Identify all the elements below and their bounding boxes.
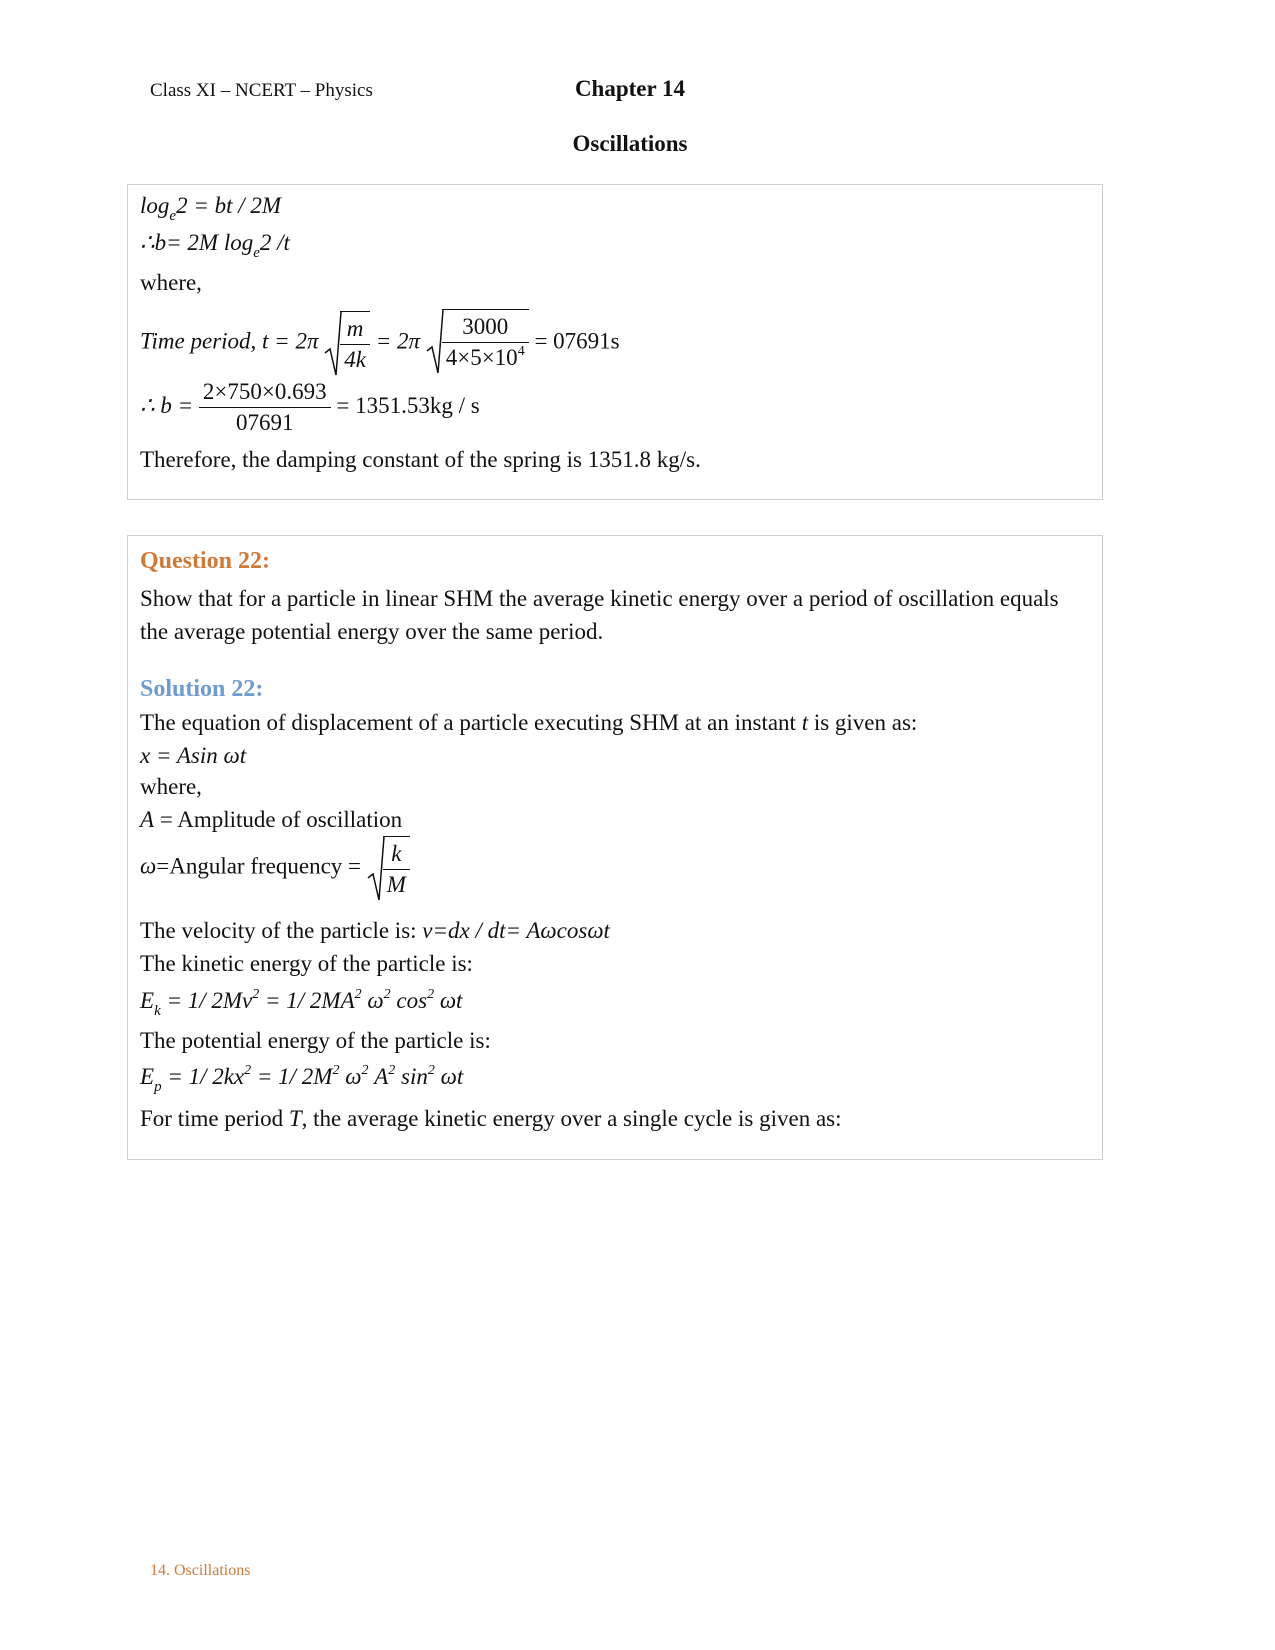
solution-title: Solution 22:: [140, 676, 264, 702]
where-label-2: where,: [140, 774, 202, 799]
sqrt-sign-2: $\frac{3000}{4\times 5\times 10^4}$: [426, 309, 529, 377]
damping-conclusion: Therefore, the damping constant of the spring is 1351.8 kg/s.: [140, 447, 701, 472]
footer-chapter-label: 14. Oscillations: [150, 1562, 251, 1579]
amplitude-definition: A = Amplitude of oscillation: [140, 807, 403, 832]
sqrt-sign-1: $\frac{m}{4k}$: [324, 311, 370, 375]
question-title: Question 22:: [140, 548, 271, 574]
angular-frequency-definition: ω=Angular frequency = $\frac{k}{M}$: [140, 836, 410, 900]
average-ke-intro: For time period T, the average kinetic energy over a single cycle is given as:: [140, 1106, 842, 1131]
equation-kinetic-energy: $E_k = 1/$ $2Mv^2 = 1/$ $2MA^2$ $\omega^2$ $\cos^2 \omega t$: [140, 987, 463, 1019]
equation-time-period: Time period, t = 2π $\frac{m}{4k}$ = 2π $\frac{3000}{4\times 5\times 10^4}$ = 07691s: [140, 309, 620, 377]
header-class-label: Class XI – NCERT – Physics: [150, 80, 373, 101]
topic-title: Oscillations: [572, 131, 688, 156]
velocity-line: The velocity of the particle is: v=dx / dt= Aωcosωt: [140, 918, 610, 943]
equation-log-1: $\log_e2$ = bt / 2M: [140, 193, 282, 224]
question-22-box: [127, 535, 1103, 1160]
where-label-1: where,: [140, 270, 202, 295]
equation-potential-energy: $E_p = 1/$ $2kx^2 = 1/$ $2M^2$ $\omega^2$ $A^2$ $\sin^2 \omega t$: [140, 1063, 464, 1095]
displacement-intro: The equation of displacement of a particle executing SHM at an instant t is given as:: [140, 710, 918, 735]
kinetic-energy-label: The kinetic energy of the particle is:: [140, 951, 473, 976]
equation-displacement: x = Asin ωt: [140, 743, 247, 768]
solution-continuation-box: [127, 184, 1103, 500]
chapter-title: Chapter 14: [574, 76, 686, 101]
question-text: Show that for a particle in linear SHM the average kinetic energy over a period of oscillation equals the average potential energy over the same period.: [140, 586, 1059, 644]
potential-energy-label: The potential energy of the particle is:: [140, 1028, 491, 1053]
sqrt-sign-3: $\frac{k}{M}$: [367, 836, 410, 900]
equation-b-calculation: ∴ b = $\frac{2\times 750\times 0.693}{07691}$ = 1351.53kg / s: [140, 379, 480, 435]
equation-b-formula: ∴b= 2M $\log_e2$ /t: [140, 230, 290, 261]
